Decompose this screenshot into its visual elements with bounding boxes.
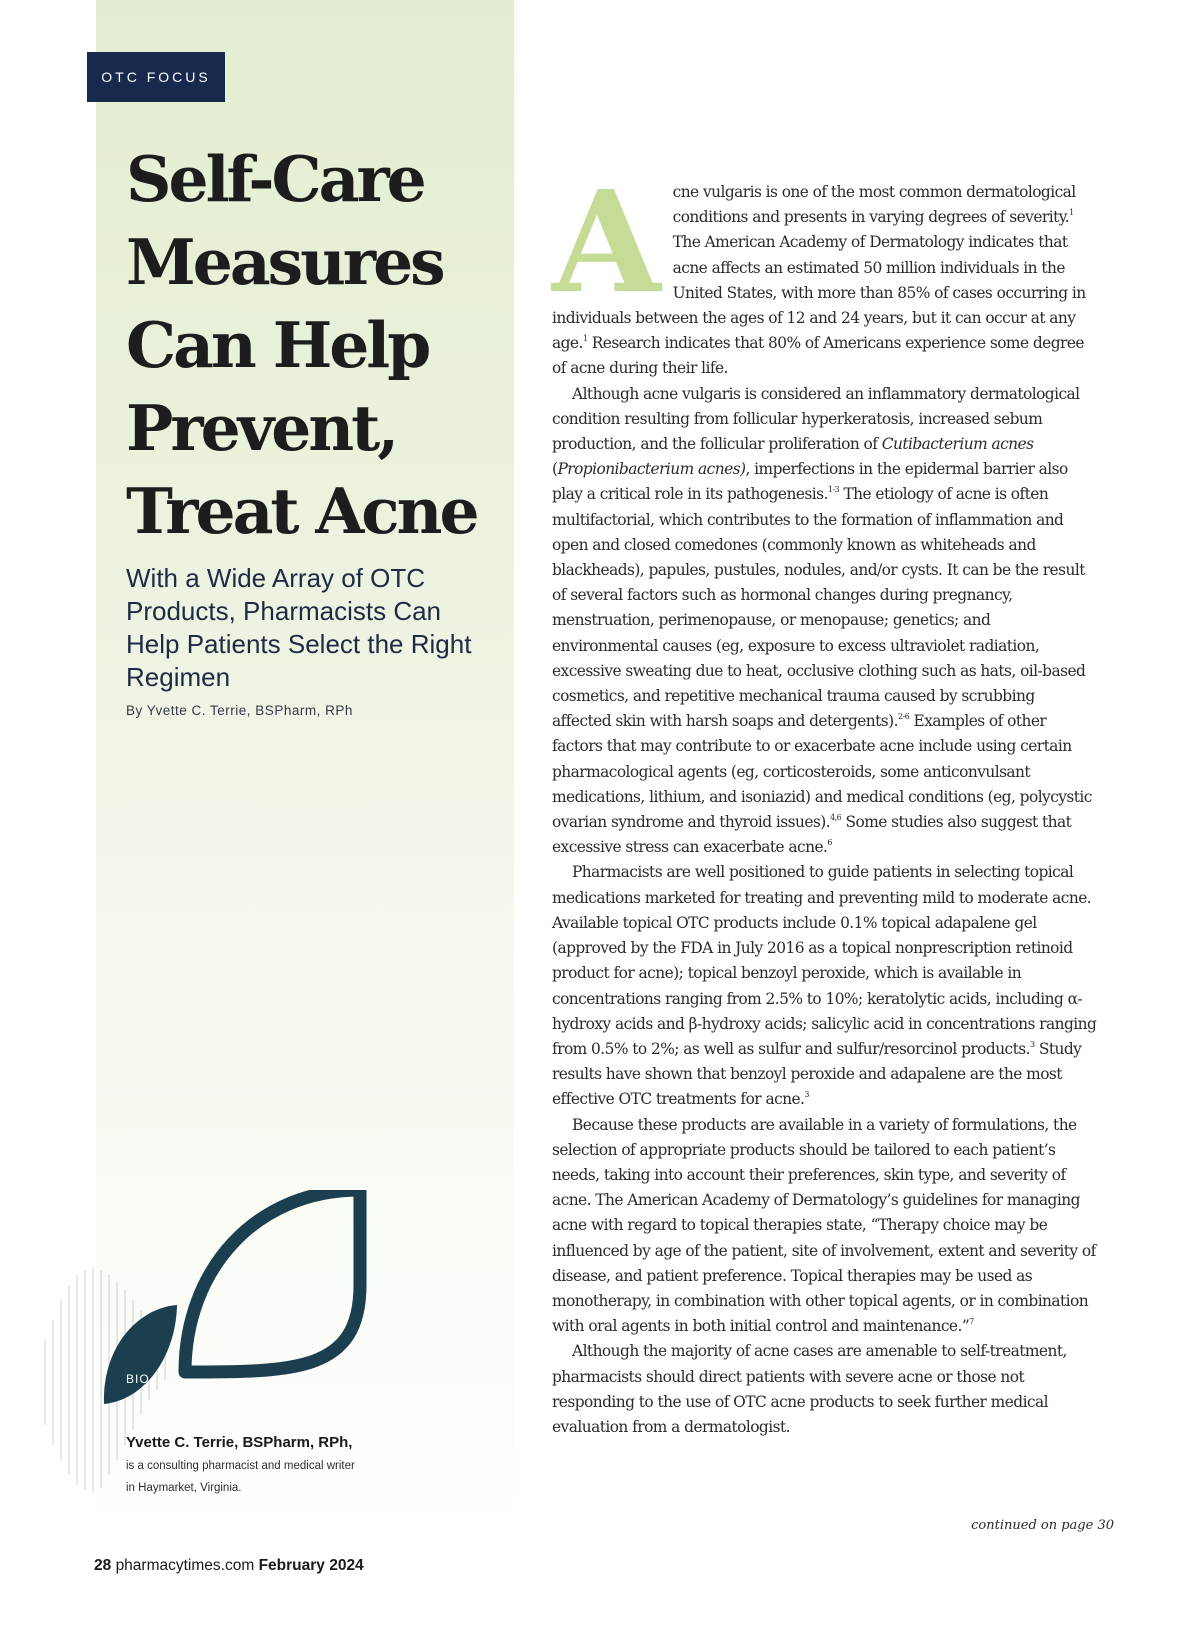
paragraph: Pharmacists are well positioned to guide patients in selecting topical medications marketed for treating and preventing mild to moderate acne. Available topical OTC products include 0.1% topical adapalene gel (approved by the FDA in July 2016 as a topical nonprescription retinoid product for acne); topical benzoyl peroxide, which is available in concentrations ranging from 2.5% to 10%; keratolytic acids, including α-hydroxy acids and β-hydroxy acids; salicylic acid in concentrations ranging from 0.5% to 2%; as well as sulfur and sulfur/resorcinol products.$^3$ Study results have shown that benzoyl peroxide and adapalene are the most effective OTC treatments for acne.$^3$: [552, 863, 1097, 1109]
author-bio: [126, 1432, 361, 1499]
citation: 7: [969, 1317, 974, 1327]
paragraph: Although the majority of acne cases are amenable to self-treatment, pharmacists should direct patients with severe acne or those not responding to the use of OTC acne products to seek further medical evaluation from a dermatologist.: [552, 1342, 1067, 1436]
byline: By Yvette C. Terrie, BSPharm, RPh: [126, 703, 353, 718]
bio-label: BIO: [126, 1372, 150, 1386]
section-tag: OTC FOCUS: [87, 52, 225, 102]
headline-line: Treat Acne: [126, 474, 477, 548]
headline-line: Measures: [126, 225, 443, 299]
page-footer: [94, 1557, 364, 1575]
headline: [126, 138, 506, 553]
citation: 1: [582, 334, 588, 344]
article-body: [552, 161, 1098, 1440]
drop-cap: A: [552, 161, 659, 325]
citation: 6: [827, 838, 832, 848]
bio-description: is a consulting pharmacist and medical writer in Haymarket, Virginia.: [126, 1460, 355, 1494]
paragraph: Because these products are available in a variety of formulations, the selection of appropriate products should be tailored to each patient’s needs, taking into account their preferences, skin type, and severity of acne. The American Academy of Dermatology’s guidelines for managing acne with regard to topical therapies state, “Therapy choice may be influenced by age of the patient, site of involvement, extent and severity of disease, and patient preference. Topical therapies may be used as monotherapy, in combination with other topical agents, or in combination with oral agents in both initial control and maintenance.”$^7$: [552, 1115, 1096, 1336]
citation: 3: [804, 1090, 809, 1100]
citation: 4,6: [830, 813, 842, 823]
page-number: 28: [94, 1557, 112, 1574]
continued-note: continued on page 30: [971, 1518, 1114, 1533]
large-leaf-icon: [185, 1190, 360, 1372]
paragraph: Although acne vulgaris is considered an inflammatory dermatological condition resulting from follicular hyperkeratosis, increased sebum production, and the follicular proliferation of Cutibacterium acnes (Propionibacterium acnes), imperfections in the epidermal barrier also play a critical role in its pathogenesis.$^{1-3}$ The etiology of acne is often multifactorial, which contributes to the formation of inflammation and open and closed comedones (commonly known as whiteheads and blackheads), papules, pustules, nodules, and/or cysts. It can be the result of several factors such as hormonal changes during pregnancy, menstruation, perimenopause, or menopause; genetics; and environmental causes (eg, exposure to excess ultraviolet radiation, excessive sweating due to heat, occlusive clothing such as hats, oil-based cosmetics, and repetitive mechanical trauma caused by scrubbing affected skin with harsh soaps and detergents).$^{2-6}$ Examples of other factors that may contribute to or exacerbate acne include using certain pharmacological agents (eg, corticosteroids, some anticonvulsant medications, lithium, and isoniazid) and medical conditions (eg, polycystic ovarian syndrome and thyroid issues).$^{4,6}$ Some studies also suggest that excessive stress can exacerbate acne.$^6$: [552, 384, 1092, 857]
issue-date: February 2024: [258, 1557, 364, 1574]
citation: 2-6: [897, 712, 910, 722]
citation: 1-3: [827, 485, 840, 495]
headline-line: Can Help: [126, 308, 429, 382]
citation: 3: [1029, 1039, 1035, 1049]
bio-author-name: Yvette C. Terrie, BSPharm, RPh,: [126, 1434, 353, 1451]
citation: 1: [1069, 208, 1074, 218]
paragraph: Acne vulgaris is one of the most common dermatological conditions and presents in varying degrees of severity.$^1$ The American Academy of Dermatology indicates that acne affects an estimated 50 million individuals in the United States, with more than 85% of cases occurring in individuals between the ages of 12 and 24 years, but it can occur at any age.$^1$ Research indicates that 80% of Americans experience some degree of acne during their life.: [552, 161, 1086, 378]
headline-line: Self-Care: [126, 142, 424, 216]
headline-line: Prevent,: [126, 391, 397, 465]
deck-subtitle: With a Wide Array of OTC Products, Pharmacists Can Help Patients Select the Right Regimen: [126, 563, 472, 692]
site-name: pharmacytimes.com: [115, 1557, 255, 1574]
